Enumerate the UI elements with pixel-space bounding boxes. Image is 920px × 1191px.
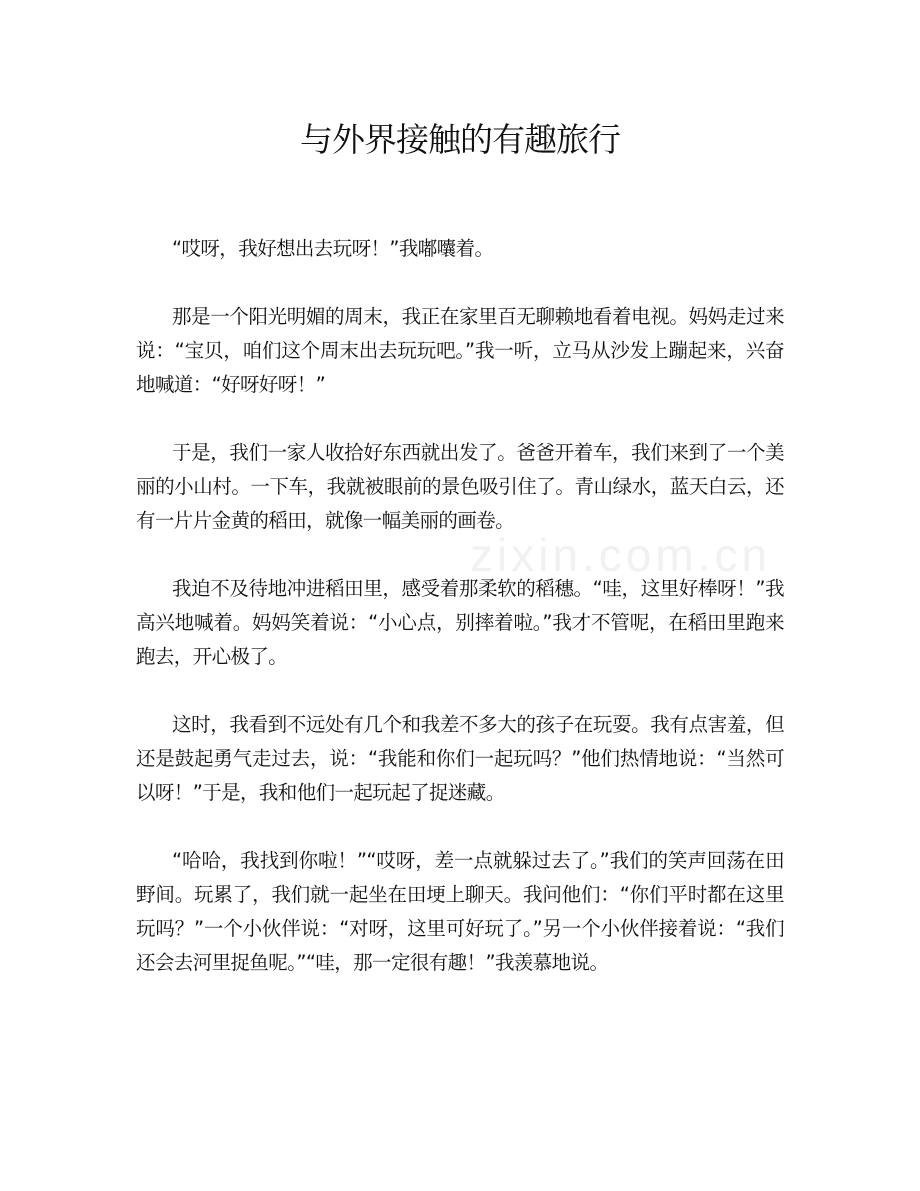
document-body	[136, 232, 784, 1014]
watermark: zixin.com.cn	[470, 529, 772, 581]
paragraph-3: 于是，我们一家人收拾好东西就出发了。爸爸开着车，我们来到了一个美丽的小山村。一下车，我就被眼前的景色吸引住了。青山绿水，蓝天白云，还有一片片金黄的稻田，就像一幅美丽的画卷。	[136, 441, 784, 532]
paragraph-4: 我迫不及待地冲进稻田里，感受着那柔软的稻穗。“哇，这里好棒呀！”我高兴地喊着。妈妈笑着说：“小心点，别摔着啦。”我才不管呢，在稻田里跑来跑去，开心极了。	[136, 577, 784, 668]
paragraph-1: “哎呀，我好想出去玩呀！”我嘟囔着。	[172, 237, 494, 260]
paragraph-5: 这时，我看到不远处有几个和我差不多大的孩子在玩耍。我有点害羞，但还是鼓起勇气走过去，说：“我能和你们一起玩吗？”他们热情地说：“当然可以呀！”于是，我和他们一起玩起了捉迷藏。	[136, 713, 784, 804]
paragraph-6: “哈哈，我找到你啦！”“哎呀，差一点就躲过去了。”我们的笑声回荡在田野间。玩累了，我们就一起坐在田埂上聊天。我问他们：“你们平时都在这里玩吗？”一个小伙伴说：“对呀，这里可好玩了。”另一个小伙伴接着说：“我们还会去河里捉鱼呢。”“哇，那一定很有趣！”我羡慕地说。	[136, 849, 784, 974]
paragraph-2: 那是一个阳光明媚的周末，我正在家里百无聊赖地看着电视。妈妈走过来说：“宝贝，咱们这个周末出去玩玩吧。”我一听，立马从沙发上蹦起来，兴奋地喊道：“好呀好呀！”	[136, 305, 784, 396]
document-title: 与外界接触的有趣旅行	[300, 120, 620, 159]
